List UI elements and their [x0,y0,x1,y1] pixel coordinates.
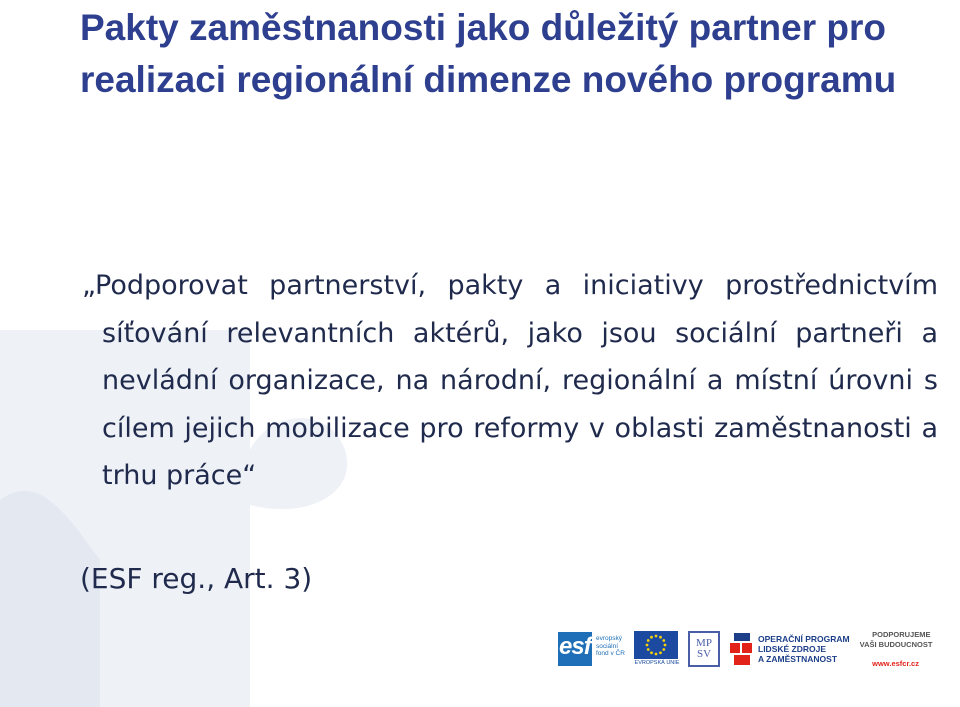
esf-logo-caption: evropský sociální fond v ČR [596,635,625,657]
support-text: PODPORUJEME VAŠI BUDOUCNOST [859,630,933,649]
eu-logo [634,629,680,669]
footer-logos [556,628,960,670]
op-lzz-text: OPERAČNÍ PROGRAM LIDSKÉ ZDROJE A ZAMĚSTNANOST [758,634,850,664]
quote-text: „Podporovat partnerství, pakty a iniciativy prostřednictvím síťování relevantních aktérů, jako jsou sociální partneři a nevládní organizace, na národní, regionální a místní úrovni s cílem jejich mobilizace pro reformy v oblasti zaměstnanosti a trhu práce“ [82,270,938,491]
op-lzz-icon [730,631,754,667]
citation: (ESF reg., Art. 3) [80,562,313,595]
eu-logo-caption: EVROPSKÁ UNIE [634,660,680,666]
mpsv-logo [688,631,720,667]
op-lzz-logo [730,631,850,667]
support-logo [860,621,933,678]
eu-flag-icon [634,631,678,659]
esf-logo-mark: esf [559,633,591,660]
support-url: www.esfcr.cz [872,658,919,668]
slide-title: Pakty zaměstnanosti jako důležitý partner pro realizaci regionální dimenze nového programu [80,7,897,100]
esf-logo [556,629,628,669]
mpsv-logo-text: MP SV [696,637,712,660]
